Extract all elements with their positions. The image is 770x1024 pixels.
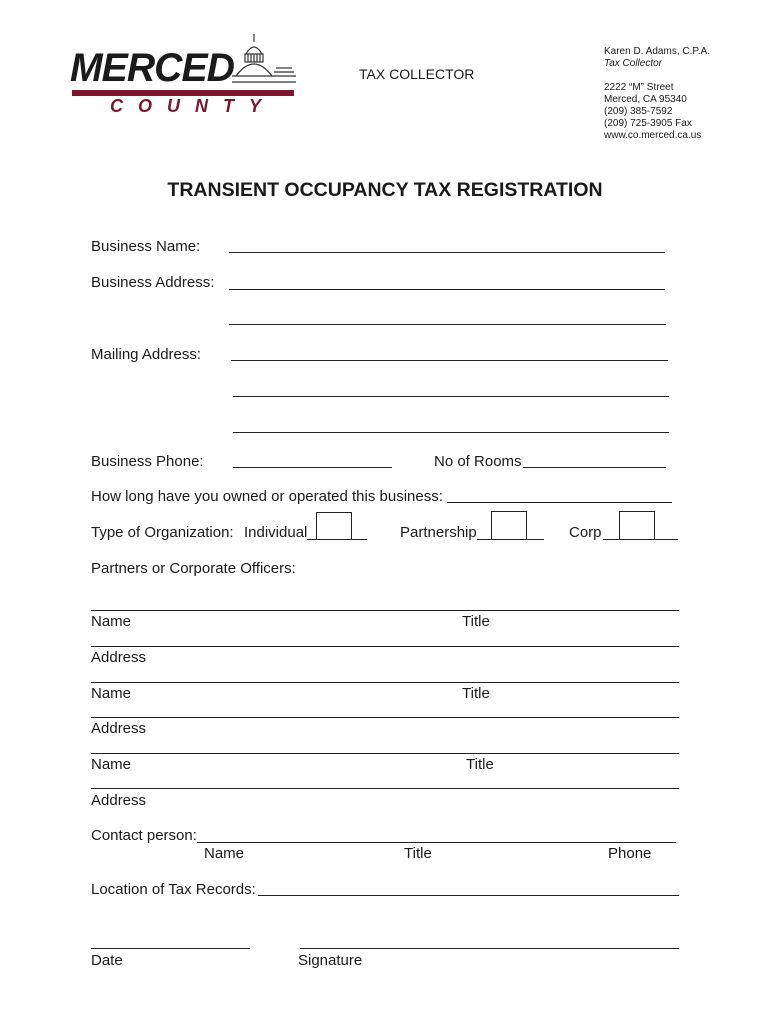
business-phone-label: Business Phone: <box>91 453 204 470</box>
rooms-label: No of Rooms <box>434 453 522 470</box>
org-individual-label: Individual <box>244 524 308 541</box>
signature-field[interactable] <box>300 948 679 949</box>
officer-2-name-field[interactable] <box>91 682 679 683</box>
logo-wordmark-merced: MERCED <box>70 46 234 90</box>
contact-person-label: Contact person: <box>91 827 197 844</box>
business-phone-field[interactable] <box>233 467 392 468</box>
org-individual-checkbox[interactable] <box>316 512 352 540</box>
officer-2-address-field[interactable] <box>91 717 679 718</box>
tax-records-location-label: Location of Tax Records: <box>91 881 256 898</box>
ownership-duration-label: How long have you owned or operated this business: <box>91 488 443 505</box>
business-name-label: Business Name: <box>91 238 201 255</box>
tax-records-location-field[interactable] <box>258 895 679 896</box>
contact-name-caption: Name <box>204 845 245 862</box>
address-line-1: 2222 “M” Street <box>604 82 674 93</box>
courthouse-dome-icon <box>230 32 298 92</box>
officer-3-name-caption: Name <box>91 756 132 773</box>
collector-title: Tax Collector <box>604 58 662 69</box>
officer-2-name-caption: Name <box>91 685 132 702</box>
contact-phone-caption: Phone <box>608 845 652 862</box>
collector-contact-block <box>604 46 710 142</box>
partners-officers-label: Partners or Corporate Officers: <box>91 560 296 577</box>
business-name-field[interactable] <box>229 252 665 253</box>
phone-number: (209) 385-7592 <box>604 106 673 117</box>
officer-2-title-caption: Title <box>462 685 490 702</box>
officer-3-address-field[interactable] <box>91 788 679 789</box>
org-partnership-checkbox[interactable] <box>491 511 527 540</box>
merced-county-logo <box>70 30 295 115</box>
ownership-duration-field[interactable] <box>447 502 672 503</box>
org-type-label: Type of Organization: <box>91 524 234 541</box>
business-address-label: Business Address: <box>91 274 215 291</box>
business-address-field-line-2[interactable] <box>229 324 666 325</box>
org-corp-label: Corp <box>569 524 602 541</box>
collector-name: Karen D. Adams, C.P.A. <box>604 46 710 57</box>
form-title: TRANSIENT OCCUPANCY TAX REGISTRATION <box>167 179 603 201</box>
date-field[interactable] <box>91 948 250 949</box>
contact-person-field[interactable] <box>197 842 676 843</box>
officer-1-name-caption: Name <box>91 613 132 630</box>
business-address-field-line-1[interactable] <box>229 289 665 290</box>
mailing-address-field-line-3[interactable] <box>233 432 669 433</box>
officer-2-address-caption: Address <box>91 720 147 737</box>
address-line-2: Merced, CA 95340 <box>604 94 687 105</box>
officer-3-name-field[interactable] <box>91 753 679 754</box>
mailing-address-label: Mailing Address: <box>91 346 202 363</box>
website-link[interactable]: www.co.merced.ca.us <box>604 130 702 141</box>
contact-title-caption: Title <box>404 845 432 862</box>
signature-caption: Signature <box>298 952 363 969</box>
officer-1-address-field[interactable] <box>91 646 679 647</box>
officer-3-title-caption: Title <box>466 756 494 773</box>
officer-1-address-caption: Address <box>91 649 147 666</box>
mailing-address-field-line-1[interactable] <box>231 360 668 361</box>
officer-3-address-caption: Address <box>91 792 147 809</box>
fax-number: (209) 725-3905 Fax <box>604 118 692 129</box>
org-corp-checkbox[interactable] <box>619 511 655 540</box>
officer-1-name-field[interactable] <box>91 610 679 611</box>
mailing-address-field-line-2[interactable] <box>233 396 669 397</box>
officer-1-title-caption: Title <box>462 613 490 630</box>
department-title: TAX COLLECTOR <box>359 66 475 82</box>
logo-wordmark-county: COUNTY <box>110 96 276 116</box>
date-caption: Date <box>91 952 123 969</box>
org-partnership-label: Partnership <box>400 524 477 541</box>
rooms-field[interactable] <box>523 467 666 468</box>
